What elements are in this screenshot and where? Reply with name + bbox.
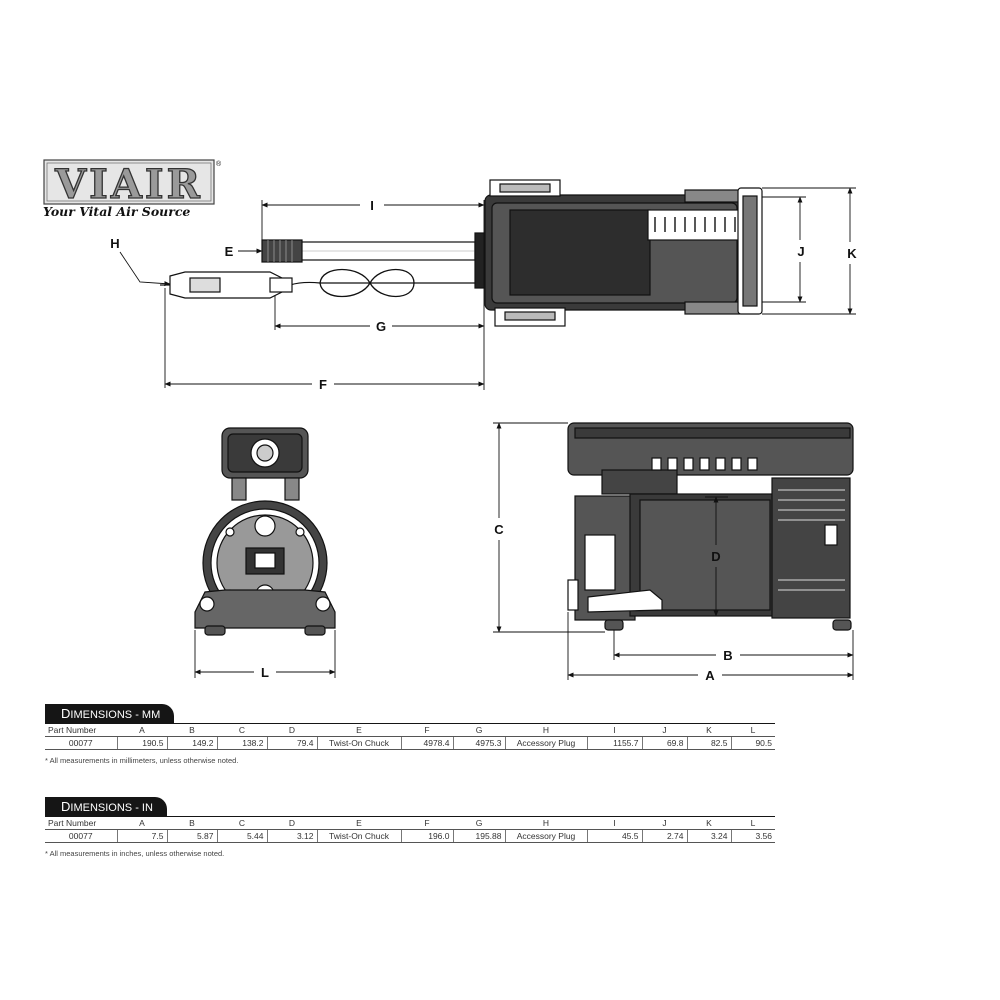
side-view: [568, 423, 853, 630]
dim-label-k: K: [847, 246, 857, 261]
dimensions-in-table: [45, 817, 775, 843]
logo-registered-mark: ®: [216, 161, 222, 168]
viair-logo: [43, 160, 222, 219]
dim-label-e: E: [224, 244, 234, 259]
dimensions-in-note: * All measurements in inches, unless otherwise noted.: [45, 849, 225, 858]
dimensions-in-title: DIMENSIONS - IN: [45, 797, 167, 816]
dim-label-b: B: [723, 648, 733, 663]
table-header-row: Part Number A B C D E F G H I J K L: [45, 817, 775, 830]
dim-label-c: C: [494, 522, 504, 537]
dim-label-l: L: [261, 665, 269, 680]
dimensions-in-section: [45, 797, 775, 858]
dimensions-mm-section: [45, 704, 775, 765]
logo-brand: VIAIR: [55, 161, 203, 208]
dimensions-mm-note: * All measurements in millimeters, unless otherwise noted.: [45, 756, 239, 765]
dimensions-mm-table: [45, 724, 775, 750]
logo-tagline: Your Vital Air Source: [43, 204, 191, 219]
top-view: [160, 180, 762, 326]
dim-label-d: D: [711, 549, 721, 564]
dim-label-a: A: [705, 668, 715, 683]
front-view: [195, 428, 335, 635]
dim-label-h: H: [110, 236, 120, 251]
dim-label-j: J: [797, 244, 805, 259]
table-row: 00077 7.5 5.87 5.44 3.12 Twist-On Chuck 196.0 195.88 Accessory Plug 45.5 2.74 3.24 3.56: [45, 830, 775, 843]
table-row: 00077 190.5 149.2 138.2 79.4 Twist-On Chuck 4978.4 4975.3 Accessory Plug 1155.7 69.8 82.5 90.5: [45, 737, 775, 750]
dim-label-f: F: [319, 377, 327, 392]
dim-label-g: G: [375, 319, 387, 334]
dimensions-mm-title: DIMENSIONS - MM: [45, 704, 174, 723]
dim-label-i: I: [370, 198, 374, 213]
table-header-row: Part Number A B C D E F G H I J K L: [45, 724, 775, 737]
